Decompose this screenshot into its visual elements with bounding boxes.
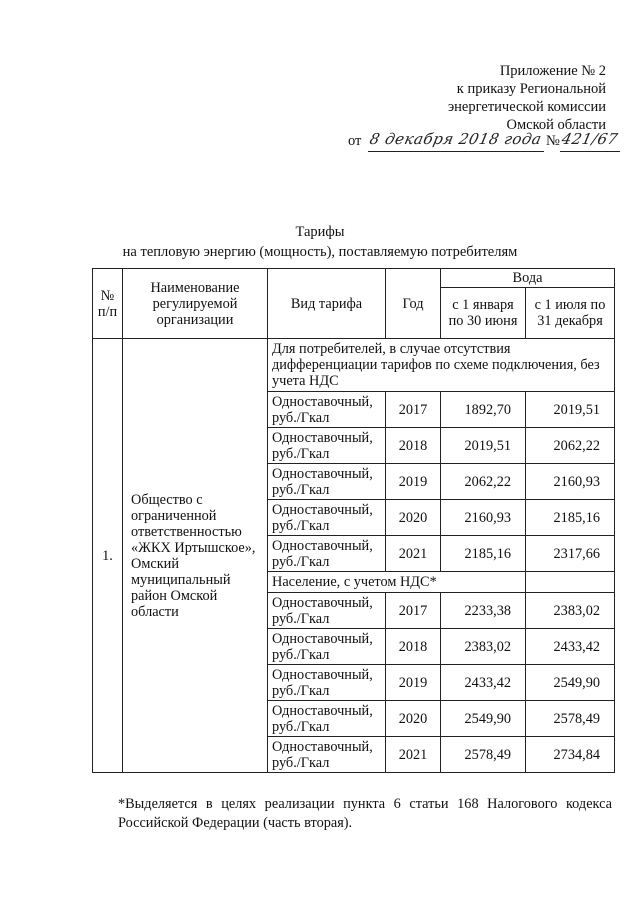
tariff-type: Одноставочный, руб./Гкал bbox=[268, 629, 386, 665]
tariff-year: 2020 bbox=[386, 701, 441, 737]
tariff-year: 2018 bbox=[386, 428, 441, 464]
tariff-value-h2: 2734,84 bbox=[526, 737, 615, 773]
tariff-type: Одноставочный, руб./Гкал bbox=[268, 500, 386, 536]
tariff-value-h2: 2185,16 bbox=[526, 500, 615, 536]
date-underline bbox=[368, 151, 544, 152]
tariff-type: Одноставочный, руб./Гкал bbox=[268, 593, 386, 629]
tariff-value-h1: 2160,93 bbox=[441, 500, 526, 536]
item-number: 1. bbox=[93, 339, 123, 773]
tariff-value-h2: 2160,93 bbox=[526, 464, 615, 500]
tariff-type: Одноставочный, руб./Гкал bbox=[268, 737, 386, 773]
tariff-year: 2017 bbox=[386, 593, 441, 629]
number-prefix: № bbox=[546, 133, 560, 149]
tariff-year: 2021 bbox=[386, 737, 441, 773]
header-type: Вид тарифа bbox=[268, 269, 386, 339]
annex-line-2: к приказу Региональной bbox=[456, 81, 606, 97]
tariff-year: 2017 bbox=[386, 392, 441, 428]
title-line-2: на тепловую энергию (мощность), поставляемую потребителям bbox=[122, 244, 518, 260]
tariff-value-h2: 2019,51 bbox=[526, 392, 615, 428]
tariff-type: Одноставочный, руб./Гкал bbox=[268, 536, 386, 572]
tariff-value-h1: 2383,02 bbox=[441, 629, 526, 665]
handwritten-date: 8 декабря 2018 года bbox=[368, 130, 544, 148]
document-title bbox=[0, 222, 640, 262]
tariff-value-h2: 2549,90 bbox=[526, 665, 615, 701]
tariff-year: 2018 bbox=[386, 629, 441, 665]
tariff-type: Одноставочный, руб./Гкал bbox=[268, 428, 386, 464]
annex-line-3: энергетической комиссии bbox=[447, 99, 606, 115]
tariff-value-h1: 1892,70 bbox=[441, 392, 526, 428]
tariff-type: Одноставочный, руб./Гкал bbox=[268, 665, 386, 701]
tariff-year: 2021 bbox=[386, 536, 441, 572]
header-org: Наименование регулируемой организации bbox=[123, 269, 268, 339]
tariff-value-h2: 2062,22 bbox=[526, 428, 615, 464]
organization-name: Общество с ограниченной ответственностью «ЖКХ Иртышское», Омский муниципальный район Омской области bbox=[123, 339, 268, 773]
tariff-value-h2: 2578,49 bbox=[526, 701, 615, 737]
header-period-2: с 1 июля по 31 декабря bbox=[526, 288, 615, 339]
tariff-value-h1: 2062,22 bbox=[441, 464, 526, 500]
tariff-value-h2: 2433,42 bbox=[526, 629, 615, 665]
group-label-2: Население, с учетом НДС* bbox=[268, 572, 526, 593]
tariff-value-h1: 2578,49 bbox=[441, 737, 526, 773]
annex-line-4: Омской области bbox=[506, 117, 606, 133]
tariff-type: Одноставочный, руб./Гкал bbox=[268, 701, 386, 737]
footnote: *Выделяется в целях реализации пункта 6 статьи 168 Налогового кодекса Российской Федерации (часть вторая). bbox=[118, 796, 612, 831]
tariff-value-h2: 2317,66 bbox=[526, 536, 615, 572]
tariff-value-h2: 2383,02 bbox=[526, 593, 615, 629]
tariff-type: Одноставочный, руб./Гкал bbox=[268, 392, 386, 428]
tariff-value-h1: 2549,90 bbox=[441, 701, 526, 737]
tariff-value-h1: 2185,16 bbox=[441, 536, 526, 572]
empty-cell bbox=[526, 572, 615, 593]
tariff-year: 2020 bbox=[386, 500, 441, 536]
tariff-value-h1: 2233,38 bbox=[441, 593, 526, 629]
header-period-1: с 1 января по 30 июня bbox=[441, 288, 526, 339]
tariff-type: Одноставочный, руб./Гкал bbox=[268, 464, 386, 500]
header-water: Вода bbox=[441, 269, 615, 288]
annex-line-1: Приложение № 2 bbox=[499, 63, 606, 79]
handwritten-number: 421/67 bbox=[560, 130, 620, 148]
tariff-year: 2019 bbox=[386, 464, 441, 500]
tariff-table bbox=[92, 268, 615, 773]
title-line-1: Тарифы bbox=[295, 224, 345, 240]
annex-header bbox=[448, 62, 606, 134]
number-underline bbox=[560, 151, 620, 152]
header-num: № п/п bbox=[93, 269, 123, 339]
group-label-1: Для потребителей, в случае отсутствия дифференциации тарифов по схеме подключения, без учета НДС bbox=[268, 339, 615, 392]
date-prefix: от bbox=[348, 133, 362, 149]
tariff-value-h1: 2433,42 bbox=[441, 665, 526, 701]
tariff-year: 2019 bbox=[386, 665, 441, 701]
order-date-number bbox=[348, 130, 620, 157]
tariff-value-h1: 2019,51 bbox=[441, 428, 526, 464]
header-year: Год bbox=[386, 269, 441, 339]
